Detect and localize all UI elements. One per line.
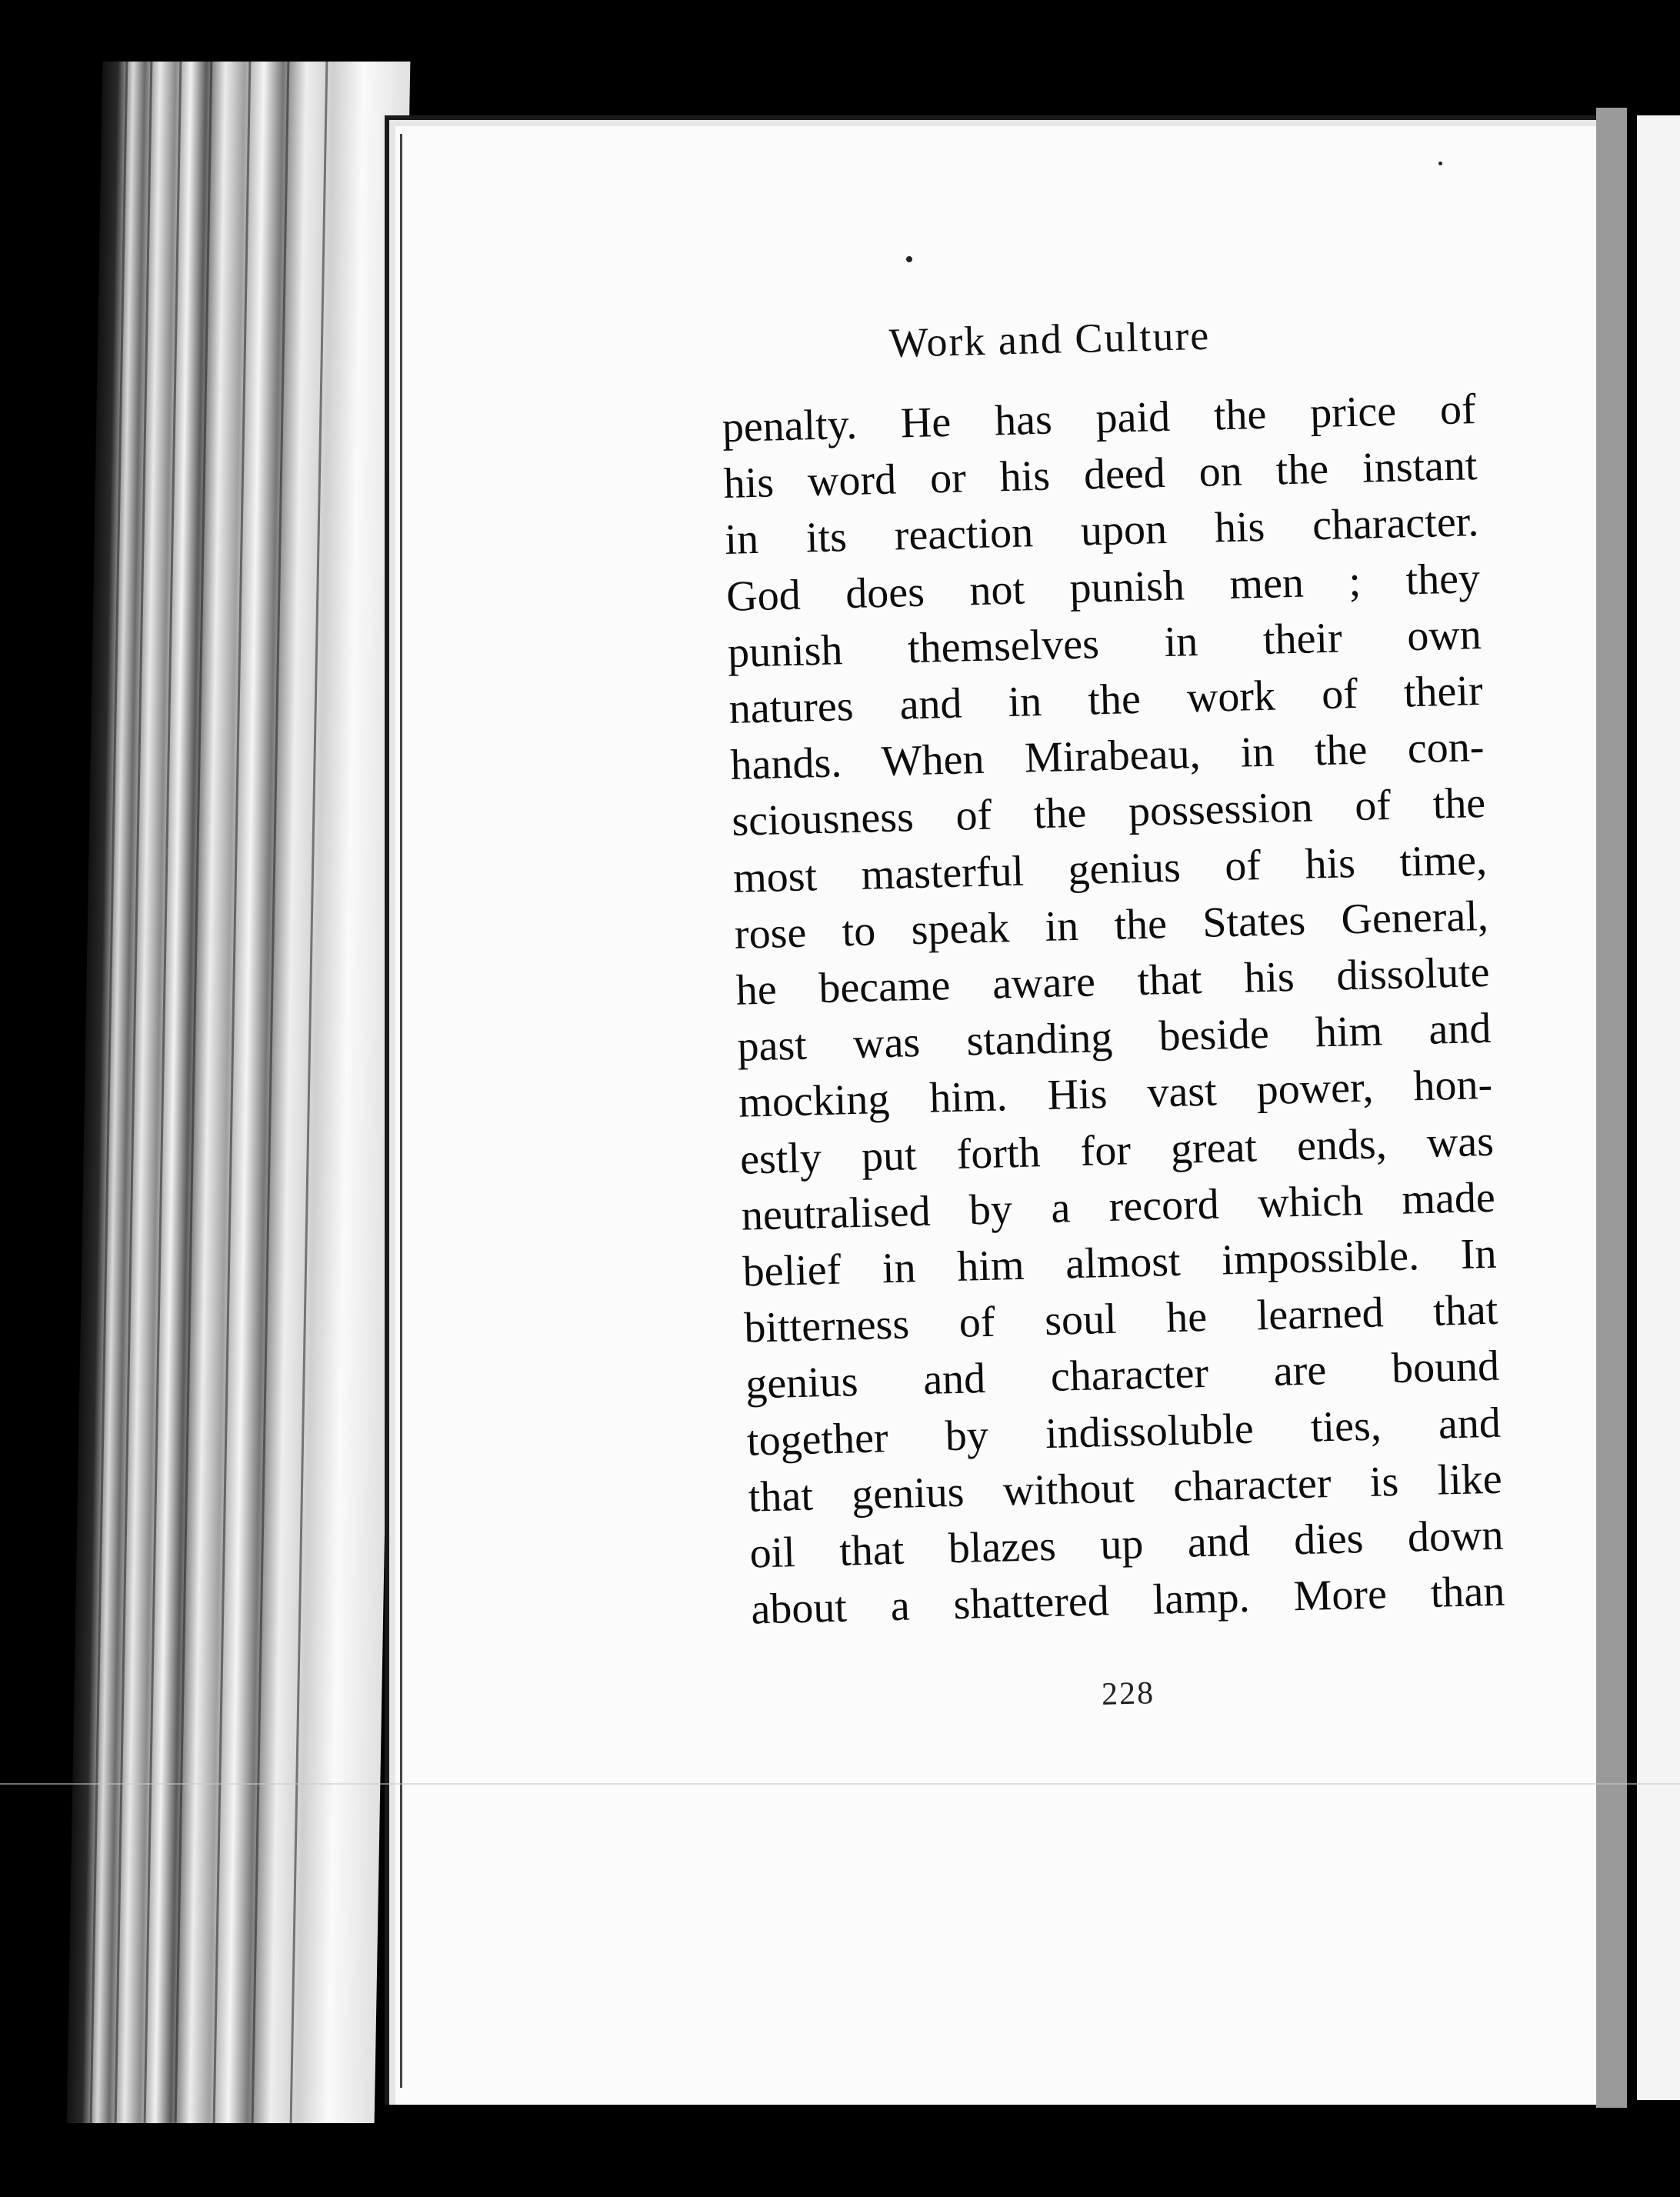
page-edge-line (213, 62, 252, 2123)
page-edge-line (144, 62, 182, 2123)
ink-speck (906, 256, 912, 262)
text-line: estly put forth for great ends, was (739, 1117, 1495, 1184)
ink-speck (1438, 162, 1442, 165)
page-edge-line (175, 62, 213, 2123)
text-line: natures and in the work of their (728, 666, 1484, 733)
text-line: that genius without character is like (748, 1455, 1503, 1522)
text-line: past was standing beside him and (736, 1005, 1492, 1071)
page-edge-line (290, 62, 328, 2123)
text-line: mocking him. His vast power, hon- (738, 1061, 1493, 1128)
text-line: neutralised by a record which made (741, 1173, 1496, 1240)
page-edge-line (252, 62, 290, 2123)
body-text (722, 382, 1505, 1639)
text-line: he became aware that his dissolute (735, 948, 1491, 1015)
text-line: genius and character are bound (745, 1342, 1500, 1409)
text-line: together by indissoluble ties, and (746, 1399, 1502, 1465)
text-line: God does not punish men ; they (725, 554, 1481, 621)
text-line: in its reaction upon his character. (724, 498, 1479, 565)
facing-page-edge (1596, 108, 1627, 2108)
text-line: sciousness of the possession of the (731, 779, 1486, 846)
running-head: Work and Culture (888, 312, 1211, 366)
text-line: most masterful genius of his time, (732, 835, 1488, 902)
text-line: bitterness of soul he learned that (743, 1285, 1498, 1352)
text-line: his word or his deed on the instant (722, 442, 1478, 508)
text-line: hands. When Mirabeau, in the con- (729, 723, 1485, 790)
text-line: about a shattered lamp. More than (750, 1567, 1505, 1634)
text-line: punish themselves in their own (727, 610, 1482, 677)
page-inner-edge (400, 134, 402, 2088)
text-line: rose to speak in the States General, (734, 892, 1489, 958)
page-edge-line (90, 62, 128, 2123)
page-stack-edges (67, 62, 411, 2123)
text-line: oil that blazes up and dies down (748, 1511, 1505, 1578)
text-line: belief in him almost impossible. In (742, 1229, 1498, 1296)
text-line: penalty. He has paid the price of (722, 385, 1477, 452)
page-number: 228 (1101, 1675, 1155, 1712)
facing-page-sliver (1637, 115, 1680, 2100)
scan-artifact-line (0, 1783, 1680, 1785)
